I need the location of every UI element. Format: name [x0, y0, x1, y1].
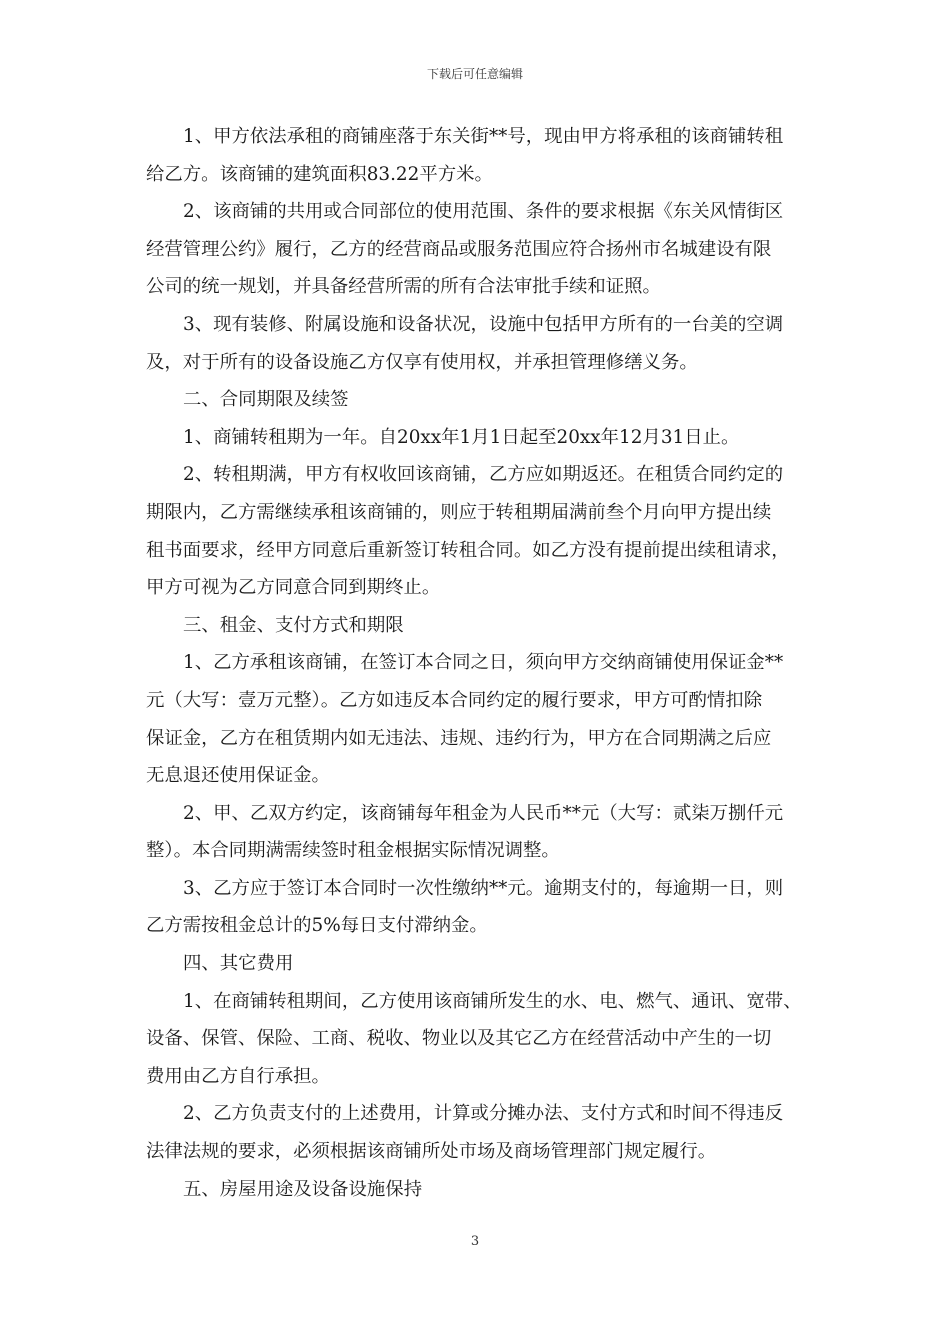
text-line: 费用由乙方自行承担。	[146, 1065, 330, 1087]
text-line: 租书面要求，经甲方同意后重新签订转租合同。如乙方没有提前提出续租请求，	[146, 539, 790, 561]
document-body	[146, 118, 810, 1208]
page-header: 下载后可任意编辑	[426, 67, 523, 81]
text-line: 及，对于所有的设备设施乙方仅享有使用权，并承担管理修缮义务。	[146, 351, 698, 373]
section-heading: 四、其它费用	[183, 953, 294, 975]
text-line: 1、在商铺转租期间，乙方使用该商铺所发生的水、电、燃气、通讯、宽带、	[183, 990, 802, 1012]
text-line: 保证金，乙方在租赁期内如无违法、违规、违约行为，甲方在合同期满之后应	[146, 727, 772, 749]
text-line: 2、转租期满，甲方有权收回该商铺，乙方应如期返还。在租赁合同约定的	[183, 464, 784, 486]
text-line: 1、乙方承租该商铺，在签订本合同之日，须向甲方交纳商铺使用保证金**	[183, 652, 784, 674]
text-line: 设备、保管、保险、工商、税收、物业以及其它乙方在经营活动中产生的一切	[146, 1028, 772, 1050]
text-line: 乙方需按租金总计的5%每日支付滞纳金。	[146, 915, 488, 937]
text-line: 1、商铺转租期为一年。自20xx年1月1日起至20xx年12月31日止。	[183, 426, 740, 448]
text-line: 元（大写：壹万元整）。乙方如违反本合同约定的履行要求，甲方可酌情扣除	[146, 689, 763, 711]
text-line: 3、现有装修、附属设施和设备状况，设施中包括甲方所有的一台美的空调	[183, 313, 784, 335]
section-heading: 二、合同期限及续签	[183, 389, 349, 411]
text-line: 无息退还使用保证金。	[146, 765, 330, 787]
text-line: 经营管理公约》履行，乙方的经营商品或服务范围应符合扬州市名城建设有限	[146, 238, 772, 260]
section-heading: 三、租金、支付方式和期限	[183, 614, 404, 636]
text-line: 给乙方。该商铺的建筑面积83.22平方米。	[146, 163, 493, 185]
text-line: 2、该商铺的共用或合同部位的使用范围、条件的要求根据《东关风情街区	[183, 201, 784, 223]
text-line: 法律法规的要求，必须根据该商铺所处市场及商场管理部门规定履行。	[146, 1141, 717, 1163]
text-line: 整）。本合同期满需续签时租金根据实际情况调整。	[146, 840, 560, 862]
text-line: 1、甲方依法承租的商铺座落于东关街**号，现由甲方将承租的该商铺转租	[183, 126, 784, 147]
text-line: 2、乙方负责支付的上述费用，计算或分摊办法、支付方式和时间不得违反	[183, 1103, 784, 1125]
section-heading: 五、房屋用途及设备设施保持	[183, 1178, 423, 1200]
text-line: 甲方可视为乙方同意合同到期终止。	[146, 577, 441, 599]
text-line: 2、甲、乙双方约定，该商铺每年租金为人民币**元（大写：贰柒万捌仟元	[183, 802, 784, 824]
text-line: 公司的统一规划，并具备经营所需的所有合法审批手续和证照。	[146, 276, 661, 298]
page-number: 3	[470, 1234, 480, 1249]
text-line: 期限内，乙方需继续承租该商铺的，则应于转租期届满前叁个月向甲方提出续	[146, 501, 772, 523]
text-line: 3、乙方应于签订本合同时一次性缴纳**元。逾期支付的，每逾期一日，则	[183, 877, 784, 899]
